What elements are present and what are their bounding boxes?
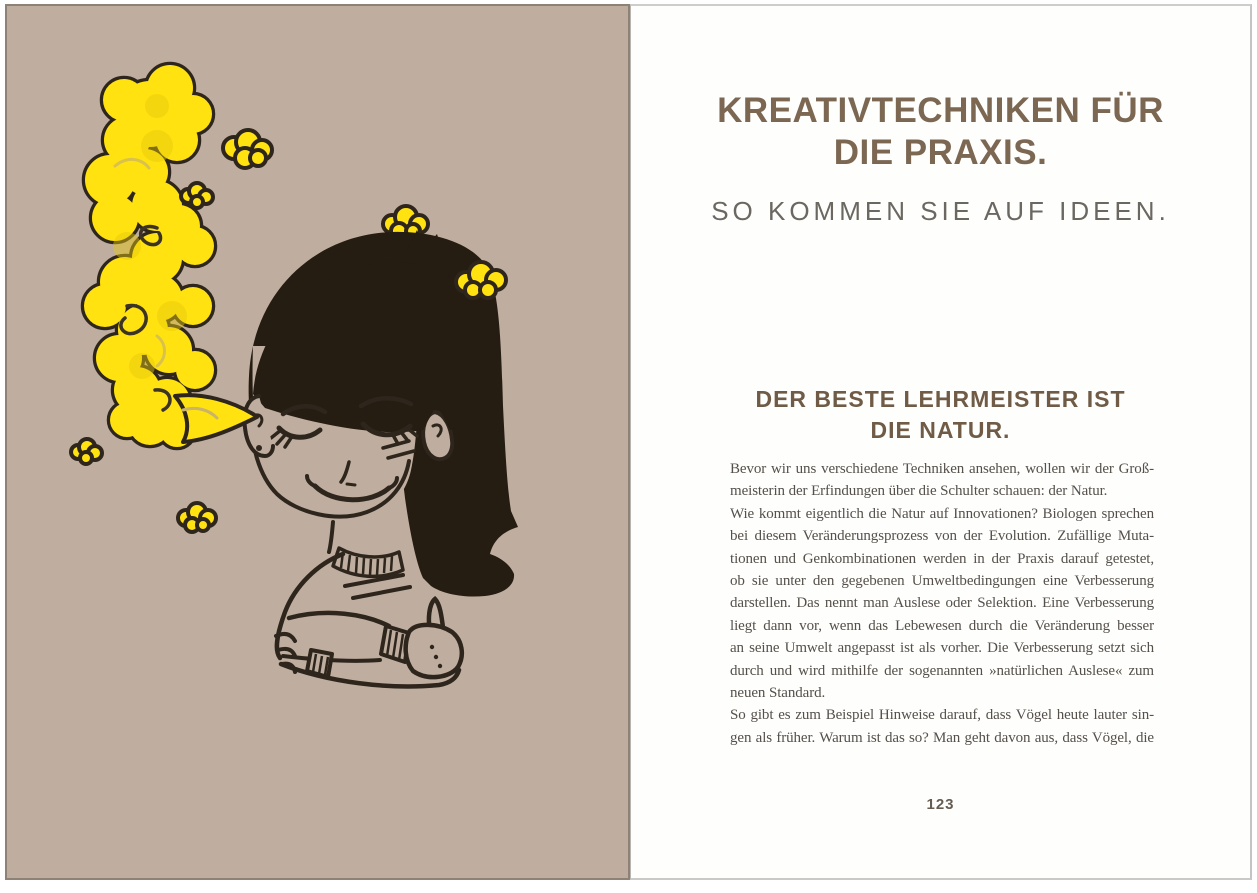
chapter-title (631, 90, 1250, 174)
idea-cloud-f (178, 503, 216, 532)
body-text (730, 458, 1154, 749)
body-line: neuen Standard. (730, 685, 826, 702)
body-line: Wie kommt eigentlich die Natur auf Innovationen? Biologen sprechen (730, 505, 1154, 522)
girl-fist (406, 599, 462, 677)
idea-cloud-a (223, 130, 272, 168)
section-heading-line2: DIE NATUR. (870, 417, 1011, 443)
left-shoulder-line (277, 554, 343, 658)
body-line: gen als früher. Warum ist das so? Man geht davon aus, dass Vögel, die (730, 729, 1154, 746)
section-heading (631, 384, 1250, 446)
body-line: ob sie unter den gegebenen Umweltbedingungen eine Verbesserung (730, 573, 1154, 590)
chapter-title-line2: DIE PRAXIS. (833, 133, 1048, 172)
idea-cloud-b (181, 183, 213, 208)
idea-cloud-e (71, 439, 102, 464)
girl-neck (329, 522, 333, 552)
body-line: So gibt es zum Beispiel Hinweise darauf, dass Vögel heute lauter sin- (730, 707, 1154, 724)
right-page (630, 4, 1252, 880)
body-line: meisterin der Erfindungen über die Schulter schauen: der Natur. (730, 483, 1108, 500)
section-heading-line1: DER BESTE LEHRMEISTER IST (755, 386, 1126, 412)
chapter-subtitle: SO KOMMEN SIE AUF IDEEN. (711, 196, 1170, 226)
upper-forearm-top (289, 613, 389, 626)
sleeve-cuff (307, 650, 332, 677)
body-line: an seine Umwelt angepasst ist als vorher. Die Verbesserung setzt sich (730, 640, 1154, 657)
chapter-title-line1: KREATIVTECHNIKEN FÜR (717, 91, 1164, 130)
body-line: tionen und Genkombinationen werden in der Praxis darauf getestet, (730, 550, 1154, 567)
left-page (5, 4, 630, 880)
body-line: darstellen. Das nennt man Auslese oder Selektion. Eine Verbesserung (730, 595, 1154, 612)
girl-chest-marks (345, 575, 410, 598)
page-number: 123 (926, 796, 955, 813)
body-line: durch und wird mithilfe der sogenannten »natürlichen Auslese« zum (730, 662, 1154, 679)
body-line: liegt dann vor, wenn das Lebewesen durch die Veränderung besser (730, 617, 1154, 634)
body-line: Bevor wir uns verschiedene Techniken ansehen, wollen wir der Groß- (730, 461, 1154, 477)
body-line: bei diesem Veränderungsprozess von der Evolution. Zufällige Muta- (730, 528, 1154, 545)
girl-idea-clouds-illustration (7, 6, 628, 878)
